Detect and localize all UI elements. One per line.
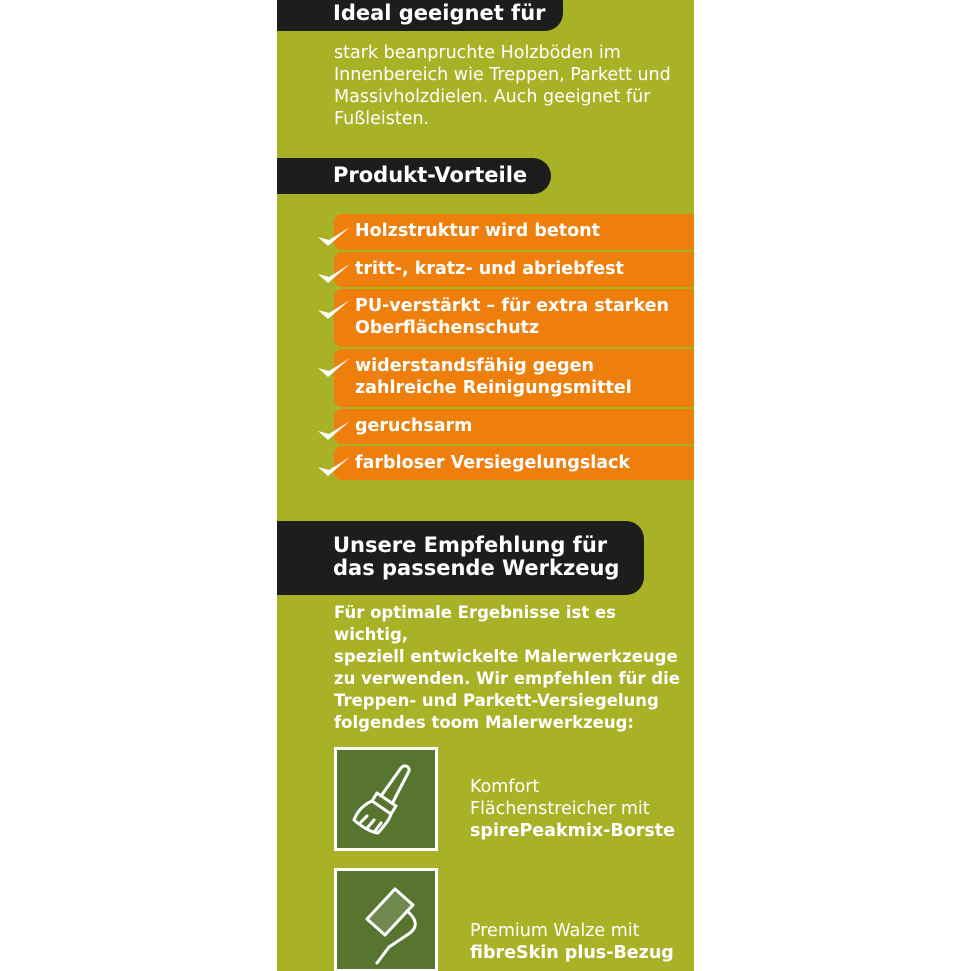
checkmark-icon	[317, 356, 351, 380]
heading-empfehlung-line: Unsere Empfehlung für	[333, 533, 608, 557]
tool-roller-bold: fibreSkin plus-Bezug	[470, 943, 674, 963]
checkmark-icon	[317, 262, 351, 286]
empfehlung-description	[334, 602, 692, 734]
checkmark-icon	[317, 419, 351, 443]
tool-roller-label	[470, 920, 692, 964]
heading-ideal	[277, 0, 563, 31]
product-info-panel	[277, 0, 694, 971]
empfehlung-line: speziell entwickelte Malerwerkzeuge	[334, 647, 678, 666]
feature-item	[317, 409, 694, 444]
empfehlung-line: Treppen- und Parkett-Versiegelung	[334, 691, 659, 710]
checkmark-icon	[317, 298, 351, 322]
ideal-line: Fußleisten.	[334, 109, 430, 129]
feature-text: widerstandsfähig gegen zahlreiche Reinigungsmittel	[355, 356, 632, 398]
ideal-description	[334, 42, 689, 130]
heading-vorteile	[277, 158, 551, 194]
heading-empfehlung-line: das passende Werkzeug	[333, 556, 620, 580]
checkmark-icon	[317, 225, 351, 249]
tool-brush-text: Flächenstreicher mit	[470, 799, 650, 819]
feature-item	[317, 446, 694, 480]
empfehlung-line: zu verwenden. Wir empfehlen für die	[334, 669, 680, 688]
tool-roller-text: Premium Walze mit	[470, 921, 640, 941]
ideal-line: Innenbereich wie Treppen, Parkett und	[334, 65, 671, 85]
ideal-line: Massivholzdielen. Auch geeignet für	[334, 87, 651, 107]
tool-brush-text: Komfort	[470, 777, 540, 797]
tool-brush-bold: spirePeakmix-Borste	[470, 821, 676, 841]
checkmark-icon	[317, 455, 351, 479]
feature-text: Holzstruktur wird betont	[355, 221, 600, 241]
tool-roller-box	[334, 868, 438, 971]
feature-item	[317, 252, 694, 287]
feature-text: geruchsarm	[355, 416, 473, 436]
ideal-line: stark beanpruchte Holzböden im	[334, 43, 621, 63]
paint-roller-icon	[337, 871, 435, 969]
feature-item	[317, 349, 694, 407]
feature-text: PU-verstärkt – für extra starken Oberflächenschutz	[355, 296, 669, 338]
feature-item	[317, 214, 694, 250]
heading-empfehlung	[277, 521, 644, 595]
empfehlung-line: folgendes toom Malerwerkzeug:	[334, 713, 635, 732]
feature-text: tritt-, kratz- und abriebfest	[355, 259, 624, 279]
feature-text: farbloser Versiegelungslack	[355, 453, 631, 473]
empfehlung-line: Für optimale Ergebnisse ist es wichtig,	[334, 603, 617, 644]
heading-ideal-text: Ideal geeignet für	[333, 1, 546, 25]
feature-item	[317, 289, 694, 347]
heading-vorteile-text: Produkt-Vorteile	[333, 163, 528, 187]
tool-brush-box	[334, 747, 438, 851]
tool-brush-label	[470, 776, 692, 842]
paintbrush-icon	[337, 750, 435, 848]
